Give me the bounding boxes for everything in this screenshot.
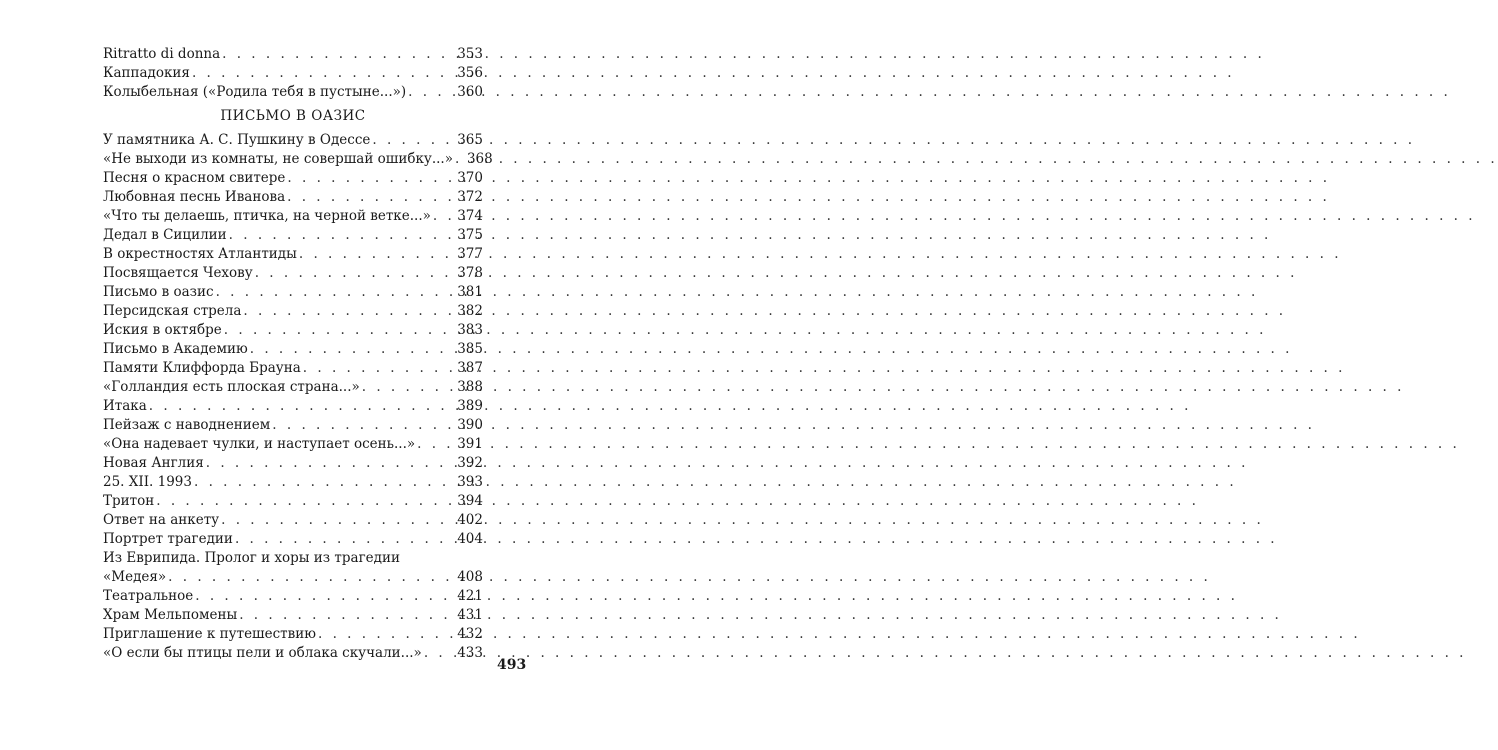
dot-leader: [250, 340, 455, 359]
toc-entry-page: 393: [457, 474, 483, 490]
dot-leader: [417, 435, 455, 454]
dot-leader: [424, 644, 455, 663]
toc-entry: [103, 454, 483, 473]
toc-entry: [103, 416, 483, 435]
toc-entry-title: В окрестностях Атлантиды: [103, 246, 297, 262]
dot-leader: [168, 568, 455, 587]
toc-entry-page: 382: [457, 303, 483, 319]
section-heading: ПИСЬМО В ОАЗИС: [220, 108, 366, 124]
toc-entry-title: Любовная песнь Иванова: [103, 189, 286, 205]
toc-entry-page: 365: [457, 132, 483, 148]
dot-leader: [318, 625, 455, 644]
toc-entry-page: 374: [457, 208, 483, 224]
toc-entry-title: «О если бы птицы пели и облака скучали...»: [103, 645, 422, 661]
toc-entry: [103, 473, 483, 492]
toc-entry: [103, 644, 483, 663]
toc-entry: [103, 131, 483, 150]
toc-entry-title: «Что ты делаешь, птичка, на черной ветке...»: [103, 208, 431, 224]
toc-entry: [103, 64, 483, 83]
toc-entry-title: «Медея»: [103, 569, 167, 585]
toc-entry-page: 368: [466, 151, 493, 167]
toc-entry-page: 432: [457, 626, 483, 642]
toc-entry-title: Письмо в оазис: [103, 284, 214, 300]
toc-entry: [103, 397, 483, 416]
dot-leader: [216, 283, 456, 302]
dot-leader: [272, 416, 455, 435]
toc-entry-page: 391: [457, 436, 483, 452]
toc-entry: [103, 511, 483, 530]
toc-entry-multiline-line2: [103, 568, 483, 587]
toc-entry-page: 375: [457, 227, 483, 243]
toc-entry-page: 387: [457, 360, 483, 376]
toc-entry-page: 433: [457, 645, 483, 661]
dot-leader: [362, 378, 455, 397]
dot-leader: [224, 321, 455, 340]
toc-entry: [103, 188, 483, 207]
toc-entry-title: Из Еврипида. Пролог и хоры из трагедии: [103, 550, 400, 566]
dot-leader: [303, 359, 455, 378]
toc-entry-title: Памяти Клиффорда Брауна: [103, 360, 301, 376]
toc-entry: [103, 378, 483, 397]
toc-entry-title: «Голландия есть плоская страна...»: [103, 379, 360, 395]
toc-entry-title: У памятника А. С. Пушкину в Одессе: [103, 132, 371, 148]
toc-entry: [103, 340, 483, 359]
toc-entry-page: 390: [457, 417, 483, 433]
toc-entry-title: Приглашение к путешествию: [103, 626, 316, 642]
dot-leader: [222, 45, 455, 64]
toc-entry: [103, 226, 483, 245]
toc-entry: [103, 83, 483, 102]
section-entries: [103, 131, 493, 549]
dot-leader: [194, 473, 455, 492]
toc-entry: [103, 302, 483, 321]
toc-entry: [103, 359, 483, 378]
toc-entry-title: 25. XII. 1993: [103, 474, 192, 490]
dot-leader: [235, 530, 455, 549]
toc-entry-page: 356: [457, 65, 483, 81]
toc-entry-page: 408: [457, 569, 483, 585]
toc-entry-page: 421: [457, 588, 483, 604]
dot-leader: [149, 397, 455, 416]
dot-leader: [408, 83, 455, 102]
toc-entry-title: Храм Мельпомены: [103, 607, 238, 623]
toc-entry: [103, 150, 493, 169]
toc-entry-title: Каппадокия: [103, 65, 190, 81]
toc-entry-page: 377: [457, 246, 483, 262]
toc-entry: [103, 207, 483, 226]
dot-leader: [229, 226, 456, 245]
toc-entry-title: Письмо в Академию: [103, 341, 248, 357]
toc-entry-page: 353: [457, 46, 483, 62]
toc-entry-page: 383: [457, 322, 483, 338]
toc-entry-page: 404: [457, 531, 483, 547]
toc-entry: [103, 625, 483, 644]
dot-leader: [299, 245, 455, 264]
toc-entry-title: «Не выходи из комнаты, не совершай ошибку...»: [103, 151, 453, 167]
dot-leader: [287, 188, 455, 207]
toc-entry: [103, 45, 483, 64]
dot-leader: [433, 207, 455, 226]
toc-entry-page: 378: [457, 265, 483, 281]
toc-entry-title: Посвящается Чехову: [103, 265, 253, 281]
dot-leader: [221, 511, 455, 530]
toc-entry-title: Персидская стрела: [103, 303, 242, 319]
dot-leader: [195, 587, 455, 606]
page-number: 493: [497, 657, 527, 673]
toc-entry: [103, 169, 483, 188]
toc-entry-page: 392: [457, 455, 483, 471]
toc-entry: [103, 321, 483, 340]
toc-entry: [103, 530, 483, 549]
toc-entry-title: Песня о красном свитере: [103, 170, 286, 186]
table-of-contents: [103, 45, 493, 663]
toc-entry-title: Ritratto di donna: [103, 46, 221, 62]
dot-leader: [206, 454, 455, 473]
toc-entry-page: 372: [457, 189, 483, 205]
dot-leader: [192, 64, 455, 83]
toc-entry-page: 381: [457, 284, 483, 300]
toc-entry-title: Дедал в Сицилии: [103, 227, 227, 243]
dot-leader: [455, 150, 465, 169]
toc-entry-page: 394: [457, 493, 483, 509]
toc-entry-title: Итака: [103, 398, 147, 414]
toc-entry-title: Портрет трагедии: [103, 531, 233, 547]
toc-entry-page: 388: [457, 379, 483, 395]
dot-leader: [239, 606, 455, 625]
toc-entry-page: 370: [457, 170, 483, 186]
toc-entry-title: Пейзаж с наводнением: [103, 417, 271, 433]
toc-entry-title: Новая Англия: [103, 455, 204, 471]
toc-entry-title: Колыбельная («Родила тебя в пустыне...»): [103, 84, 407, 100]
toc-entry: [103, 264, 483, 283]
dot-leader: [287, 169, 455, 188]
toc-entry: [103, 283, 483, 302]
toc-entry-title: Ответ на анкету: [103, 512, 220, 528]
toc-entry: [103, 587, 483, 606]
toc-entry-title: Театральное: [103, 588, 194, 604]
toc-entry-title: Тритон: [103, 493, 155, 509]
toc-entry-page: 389: [457, 398, 483, 414]
toc-entry: [103, 245, 483, 264]
toc-entry: [103, 492, 483, 511]
toc-entry-multiline-line1: [103, 549, 483, 568]
toc-entry: [103, 435, 483, 454]
toc-entry-page: 360: [457, 84, 483, 100]
dot-leader: [372, 131, 455, 150]
dot-leader: [255, 264, 456, 283]
toc-entry-page: 431: [457, 607, 483, 623]
toc-entry-page: 385: [457, 341, 483, 357]
dot-leader: [243, 302, 455, 321]
toc-entry-page: 402: [457, 512, 483, 528]
toc-entry-title: Иския в октябре: [103, 322, 222, 338]
toc-entry-title: «Она надевает чулки, и наступает осень...»: [103, 436, 416, 452]
toc-entry: [103, 606, 483, 625]
dot-leader: [156, 492, 455, 511]
tail-entries: [103, 587, 483, 663]
